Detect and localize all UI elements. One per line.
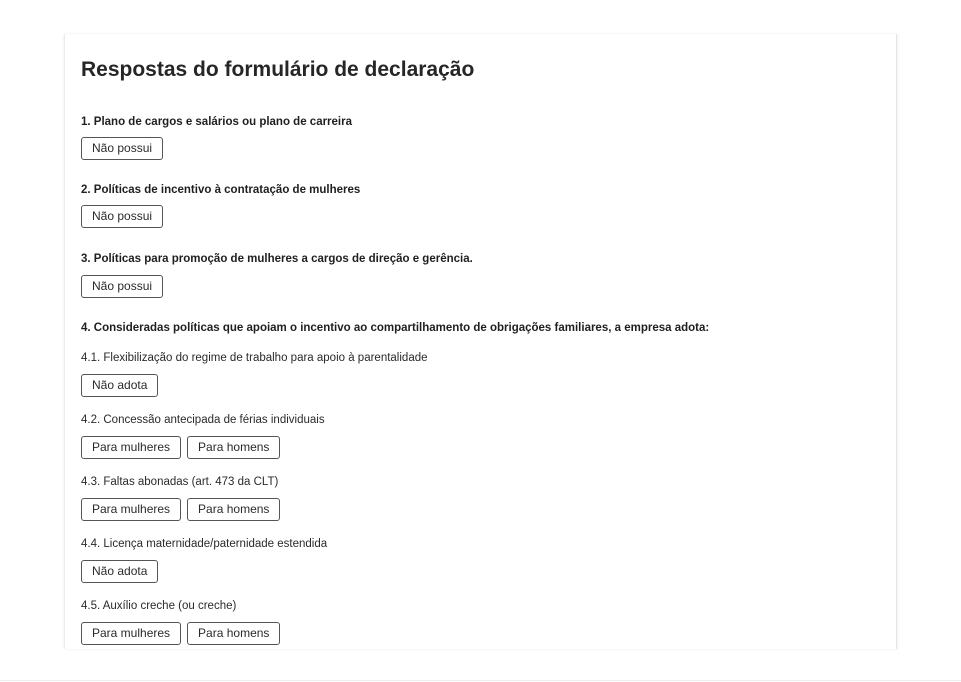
question-3-label: 3. Políticas para promoção de mulheres a cargos de direção e gerência. (81, 253, 473, 265)
question-4-4-label: 4.4. Licença maternidade/paternidade estendida (81, 538, 328, 550)
question-4-3-label: 4.3. Faltas abonadas (art. 473 da CLT) (81, 476, 279, 488)
answer-tag: Não possui (81, 205, 163, 228)
question-4-1-label: 4.1. Flexibilização do regime de trabalho para apoio à parentalidade (81, 352, 428, 364)
question-4-2-answers (81, 436, 280, 459)
answer-tag: Não adota (81, 560, 158, 583)
question-4-3-answers (81, 498, 280, 521)
answer-tag: Para homens (187, 622, 280, 645)
answer-tag: Não adota (81, 374, 158, 397)
question-2-answers (81, 205, 163, 228)
form-responses-card (64, 34, 897, 649)
answer-tag: Não possui (81, 137, 163, 160)
answer-tag: Para homens (187, 498, 280, 521)
answer-tag: Para homens (187, 436, 280, 459)
question-1-label: 1. Plano de cargos e salários ou plano de carreira (81, 116, 352, 128)
answer-tag: Não possui (81, 275, 163, 298)
answer-tag: Para mulheres (81, 498, 181, 521)
bottom-divider (0, 680, 961, 681)
question-4-1-answers (81, 374, 158, 397)
question-2-label: 2. Políticas de incentivo à contratação de mulheres (81, 184, 361, 196)
page-title: Respostas do formulário de declaração (81, 58, 475, 81)
question-4-2-label: 4.2. Concessão antecipada de férias individuais (81, 414, 325, 426)
question-4-4-answers (81, 560, 158, 583)
question-1-answers (81, 137, 163, 160)
question-4-5-answers (81, 622, 280, 645)
question-3-answers (81, 275, 163, 298)
question-4-label: 4. Consideradas políticas que apoiam o incentivo ao compartilhamento de obrigações familiares, a empresa adota: (81, 322, 710, 334)
answer-tag: Para mulheres (81, 436, 181, 459)
question-4-5-label: 4.5. Auxílio creche (ou creche) (81, 600, 237, 612)
answer-tag: Para mulheres (81, 622, 181, 645)
